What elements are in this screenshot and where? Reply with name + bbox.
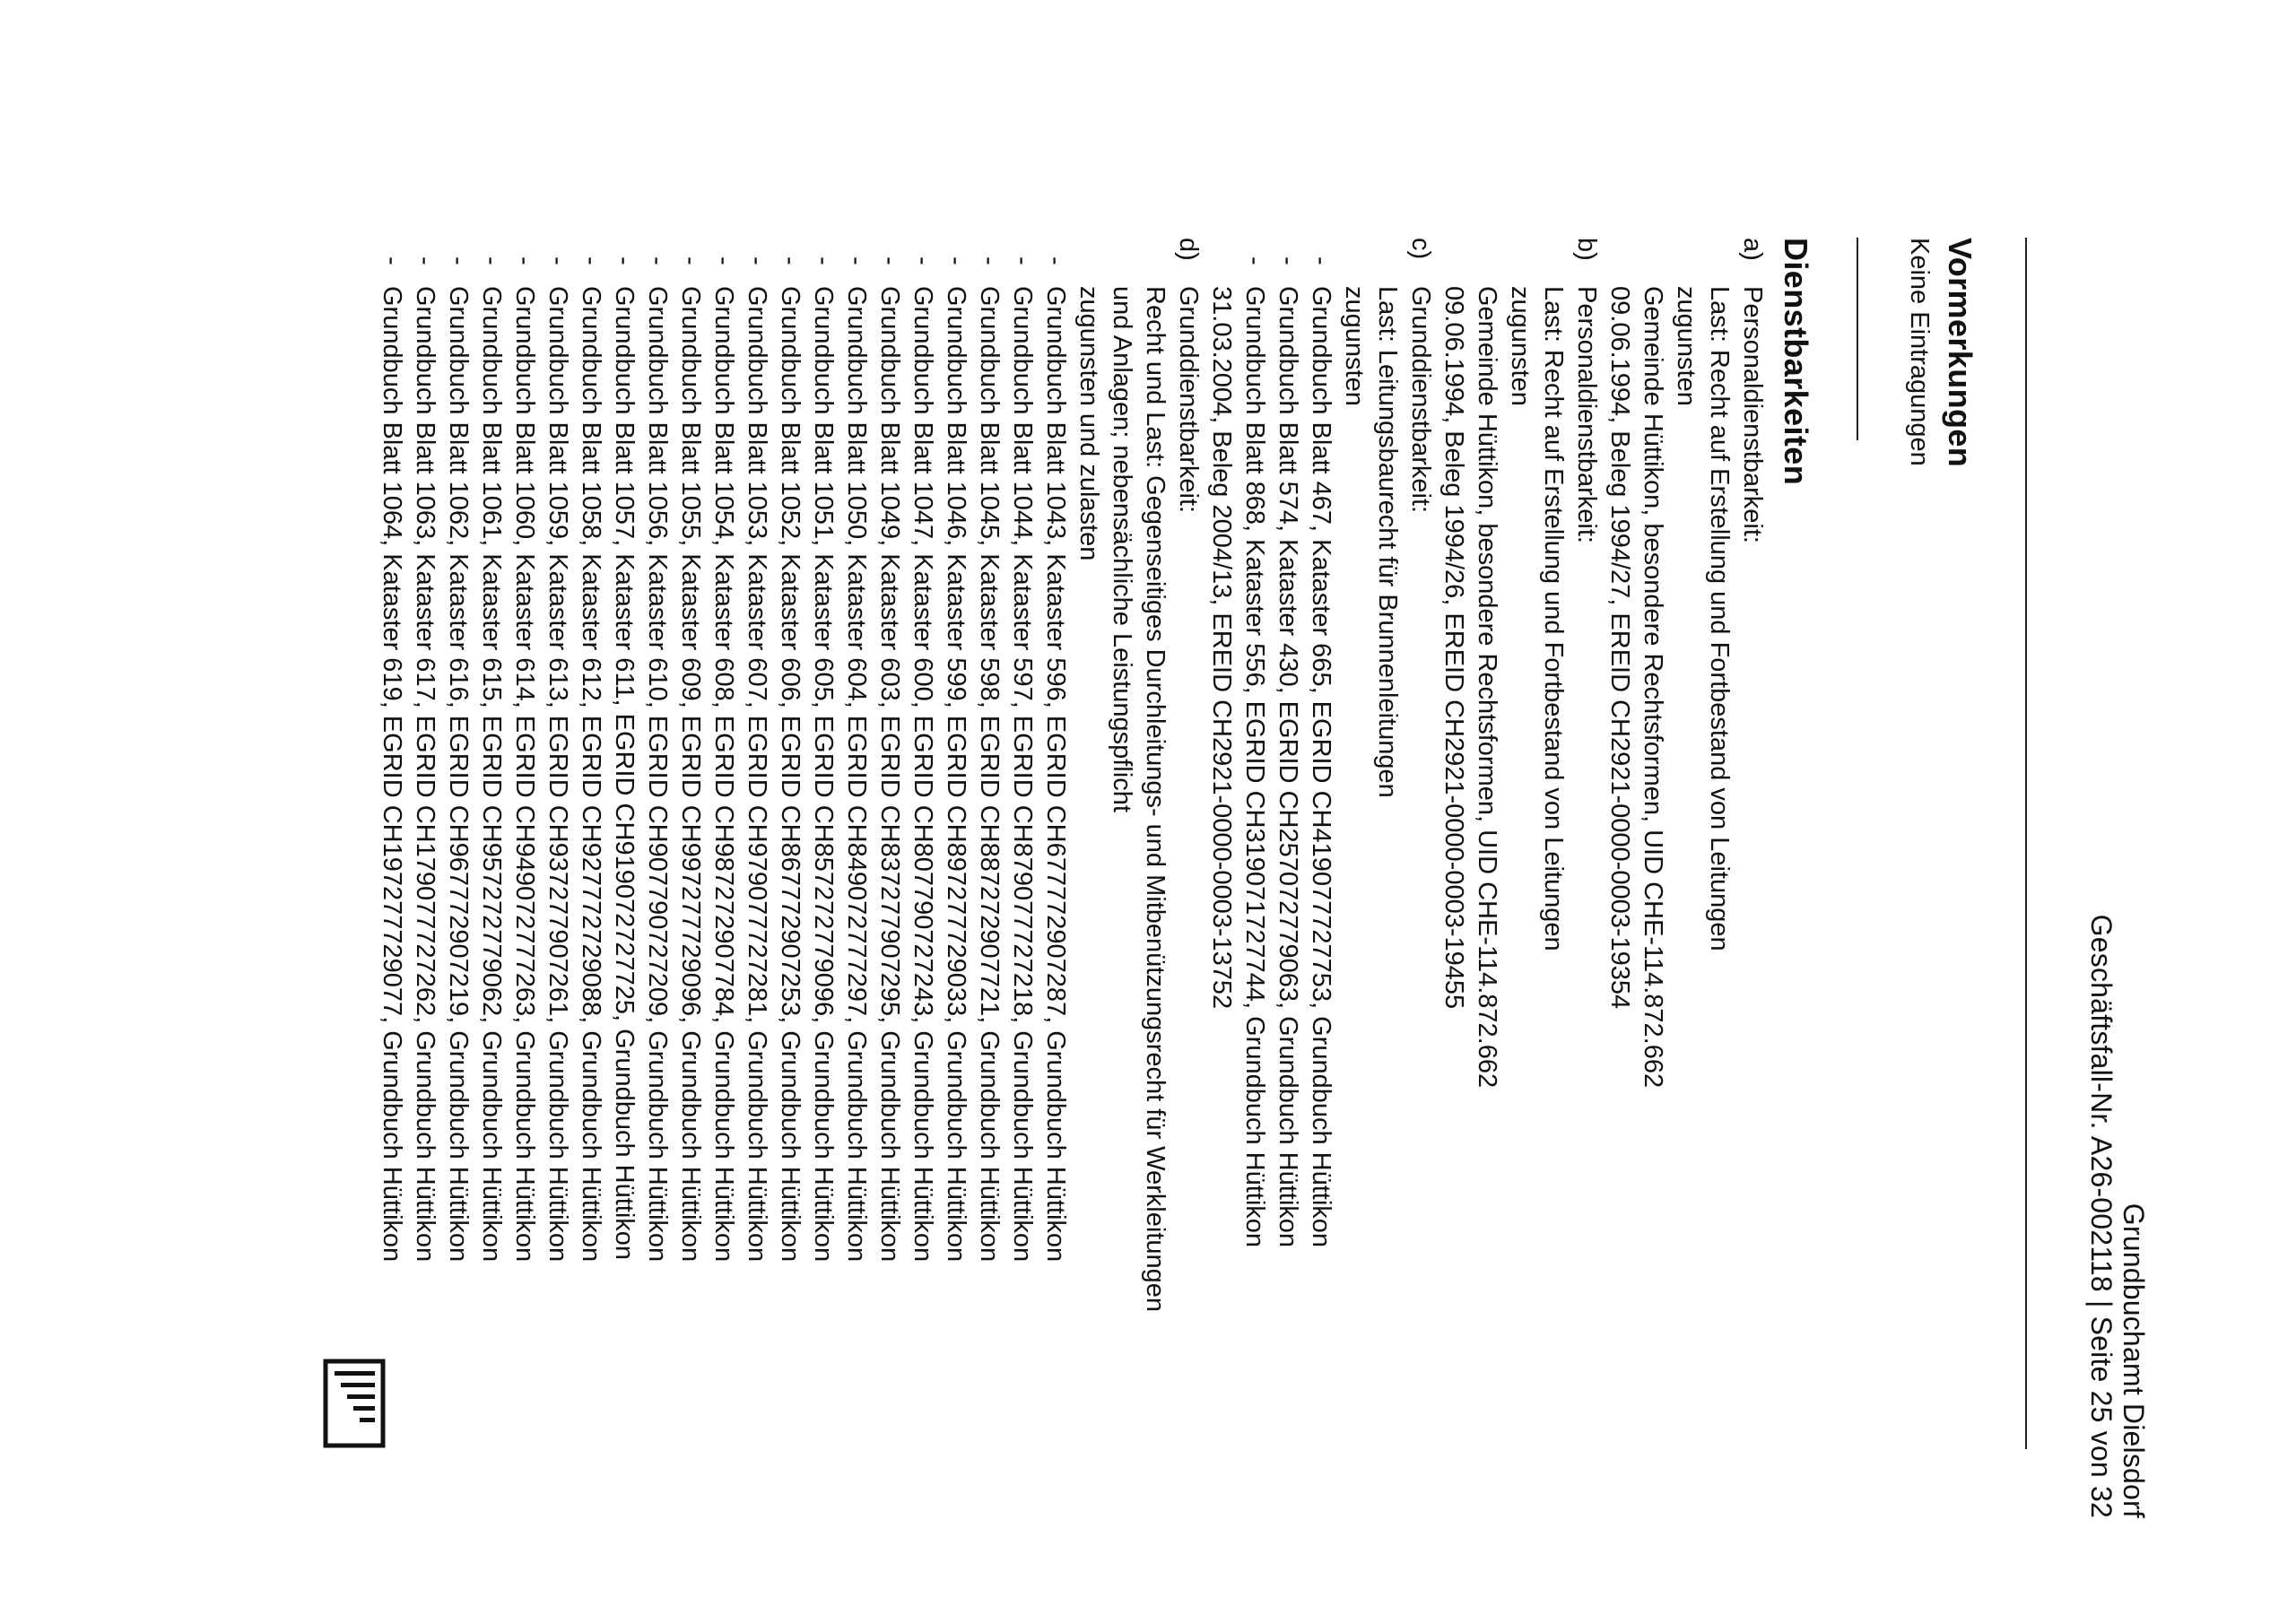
- item-b-line: Gemeinde Hüttikon, besondere Rechtsformen, UID CHE-114.872.662: [1473, 286, 1501, 1089]
- item-d-line: zugunsten und zulasten: [1074, 286, 1103, 561]
- bullet-entry: Grundbuch Blatt 1044, Kataster 597, EGRID CH879077727218, Grundbuch Hüttikon: [1008, 286, 1037, 1263]
- bullet-dash: -: [1041, 256, 1070, 265]
- bullet-dash: -: [444, 256, 473, 265]
- bullet-dash: -: [1274, 256, 1302, 265]
- case-number: Geschäftsfall-Nr. A26-002118 | Seite 25 von 32: [2085, 914, 2118, 1518]
- section-divider: [1857, 238, 1858, 440]
- bullet-dash: -: [776, 256, 804, 265]
- bullet-entry: Grundbuch Blatt 1047, Kataster 600, EGRID CH807790727243, Grundbuch Hüttikon: [909, 286, 937, 1263]
- bullet-dash: -: [709, 256, 738, 265]
- bullet-dash: -: [809, 256, 838, 265]
- item-marker-c: c): [1406, 238, 1435, 260]
- bullet-entry: Grundbuch Blatt 1059, Kataster 613, EGRID CH937277907261, Grundbuch Hüttikon: [544, 286, 572, 1263]
- bullet-dash: -: [909, 256, 937, 265]
- bullet-entry: Grundbuch Blatt 868, Kataster 556, EGRID CH319071727744, Grundbuch Hüttikon: [1240, 286, 1269, 1248]
- item-d-line: und Anlagen; nebensächliche Leistungspflicht: [1108, 286, 1136, 812]
- item-c-line: Grunddienstbarkeit:: [1406, 286, 1435, 514]
- header-divider: [2025, 238, 2027, 1449]
- item-b-line: 09.06.1994, Beleg 1994/26, EREID CH2921-0000-0003-19455: [1439, 286, 1468, 1010]
- bullet-dash: -: [643, 256, 672, 265]
- section-title-dienstbarkeiten: Dienstbarkeiten: [1778, 238, 1814, 486]
- item-marker-a: a): [1738, 238, 1767, 261]
- vormerkungen-text: Keine Eintragungen: [1905, 238, 1934, 466]
- bullet-entry: Grundbuch Blatt 1043, Kataster 596, EGRID CH677772907287, Grundbuch Hüttikon: [1041, 286, 1070, 1263]
- item-a-line: Gemeinde Hüttikon, besondere Rechtsformen, UID CHE-114.872.662: [1639, 286, 1667, 1089]
- bullet-entry: Grundbuch Blatt 1053, Kataster 607, EGRID CH979077727281, Grundbuch Hüttikon: [743, 286, 771, 1263]
- bullet-entry: Grundbuch Blatt 467, Kataster 665, EGRID CH419077727753, Grundbuch Hüttikon: [1307, 286, 1335, 1248]
- bullet-dash: -: [942, 256, 970, 265]
- bullet-dash: -: [676, 256, 705, 265]
- item-c-date: 31.03.2004, Beleg 2004/13, EREID CH2921-0000-0003-13752: [1207, 286, 1236, 1010]
- office-name: Grundbuchamt Dielsdorf: [2118, 1203, 2150, 1518]
- item-marker-d: d): [1174, 238, 1203, 261]
- bullet-dash: -: [477, 256, 506, 265]
- bullet-dash: -: [975, 256, 1004, 265]
- bullet-dash: -: [842, 256, 871, 265]
- bullet-dash: -: [510, 256, 539, 265]
- bullet-dash: -: [544, 256, 572, 265]
- bullet-entry: Grundbuch Blatt 1062, Kataster 616, EGRID CH967772907219, Grundbuch Hüttikon: [444, 286, 473, 1263]
- bullet-entry: Grundbuch Blatt 1057, Kataster 611, EGRID CH919072727725, Grundbuch Hüttikon: [610, 286, 639, 1261]
- bullet-dash: -: [875, 256, 904, 265]
- office-logo-icon: [323, 1359, 386, 1448]
- item-marker-b: b): [1572, 238, 1601, 261]
- bullet-entry: Grundbuch Blatt 1055, Kataster 609, EGRID CH997277729096, Grundbuch Hüttikon: [676, 286, 705, 1263]
- bullet-entry: Grundbuch Blatt 574, Kataster 430, EGRID CH257072779063, Grundbuch Hüttikon: [1274, 286, 1302, 1248]
- bullet-entry: Grundbuch Blatt 1063, Kataster 617, EGRID CH179077727262, Grundbuch Hüttikon: [411, 286, 439, 1263]
- bullet-dash: -: [411, 256, 439, 265]
- bullet-entry: Grundbuch Blatt 1054, Kataster 608, EGRID CH987272907784, Grundbuch Hüttikon: [709, 286, 738, 1263]
- item-a-line: zugunsten: [1672, 286, 1700, 406]
- bullet-entry: Grundbuch Blatt 1058, Kataster 612, EGRID CH927772729088, Grundbuch Hüttikon: [577, 286, 605, 1263]
- bullet-entry: Grundbuch Blatt 1064, Kataster 619, EGRID CH197277729077, Grundbuch Hüttikon: [378, 286, 406, 1263]
- item-a-line: 09.06.1994, Beleg 1994/27, EREID CH2921-0000-0003-19354: [1605, 286, 1634, 1010]
- bullet-entry: Grundbuch Blatt 1061, Kataster 615, EGRID CH957272779062, Grundbuch Hüttikon: [477, 286, 506, 1263]
- bullet-entry: Grundbuch Blatt 1049, Kataster 603, EGRID CH837277907295, Grundbuch Hüttikon: [875, 286, 904, 1263]
- bullet-entry: Grundbuch Blatt 1056, Kataster 610, EGRID CH907790727209, Grundbuch Hüttikon: [643, 286, 672, 1263]
- bullet-dash: -: [378, 256, 406, 265]
- bullet-entry: Grundbuch Blatt 1046, Kataster 599, EGRID CH897277729033, Grundbuch Hüttikon: [942, 286, 970, 1263]
- bullet-entry: Grundbuch Blatt 1052, Kataster 606, EGRID CH867772907253, Grundbuch Hüttikon: [776, 286, 804, 1263]
- bullet-dash: -: [1008, 256, 1037, 265]
- item-a-line: Last: Recht auf Erstellung und Fortbestand von Leitungen: [1705, 286, 1734, 951]
- bullet-entry: Grundbuch Blatt 1045, Kataster 598, EGRID CH887272907721, Grundbuch Hüttikon: [975, 286, 1004, 1263]
- item-c-line: zugunsten: [1340, 286, 1369, 406]
- item-d-line: Grunddienstbarkeit:: [1174, 286, 1203, 514]
- item-b-line: Personaldienstbarkeit:: [1572, 286, 1601, 543]
- bullet-dash: -: [1307, 256, 1335, 265]
- item-d-line: Recht und Last: Gegenseitiges Durchleitungs- und Mitbenützungsrecht für Werkleitungen: [1141, 286, 1170, 1312]
- bullet-dash: -: [577, 256, 605, 265]
- item-b-line: zugunsten: [1506, 286, 1535, 406]
- bullet-entry: Grundbuch Blatt 1051, Kataster 605, EGRID CH857272779096, Grundbuch Hüttikon: [809, 286, 838, 1263]
- bullet-dash: -: [610, 256, 639, 265]
- bullet-dash: -: [743, 256, 771, 265]
- section-title-vormerkungen: Vormerkungen: [1942, 238, 1979, 468]
- item-a-line: Personaldienstbarkeit:: [1738, 286, 1767, 543]
- bullet-dash: -: [1240, 256, 1269, 265]
- bullet-entry: Grundbuch Blatt 1050, Kataster 604, EGRID CH849072777297, Grundbuch Hüttikon: [842, 286, 871, 1263]
- bullet-entry: Grundbuch Blatt 1060, Kataster 614, EGRID CH949072777263, Grundbuch Hüttikon: [510, 286, 539, 1263]
- item-c-line: Last: Leitungsbaurecht für Brunnenleitungen: [1373, 286, 1402, 798]
- item-b-line: Last: Recht auf Erstellung und Fortbestand von Leitungen: [1539, 286, 1568, 951]
